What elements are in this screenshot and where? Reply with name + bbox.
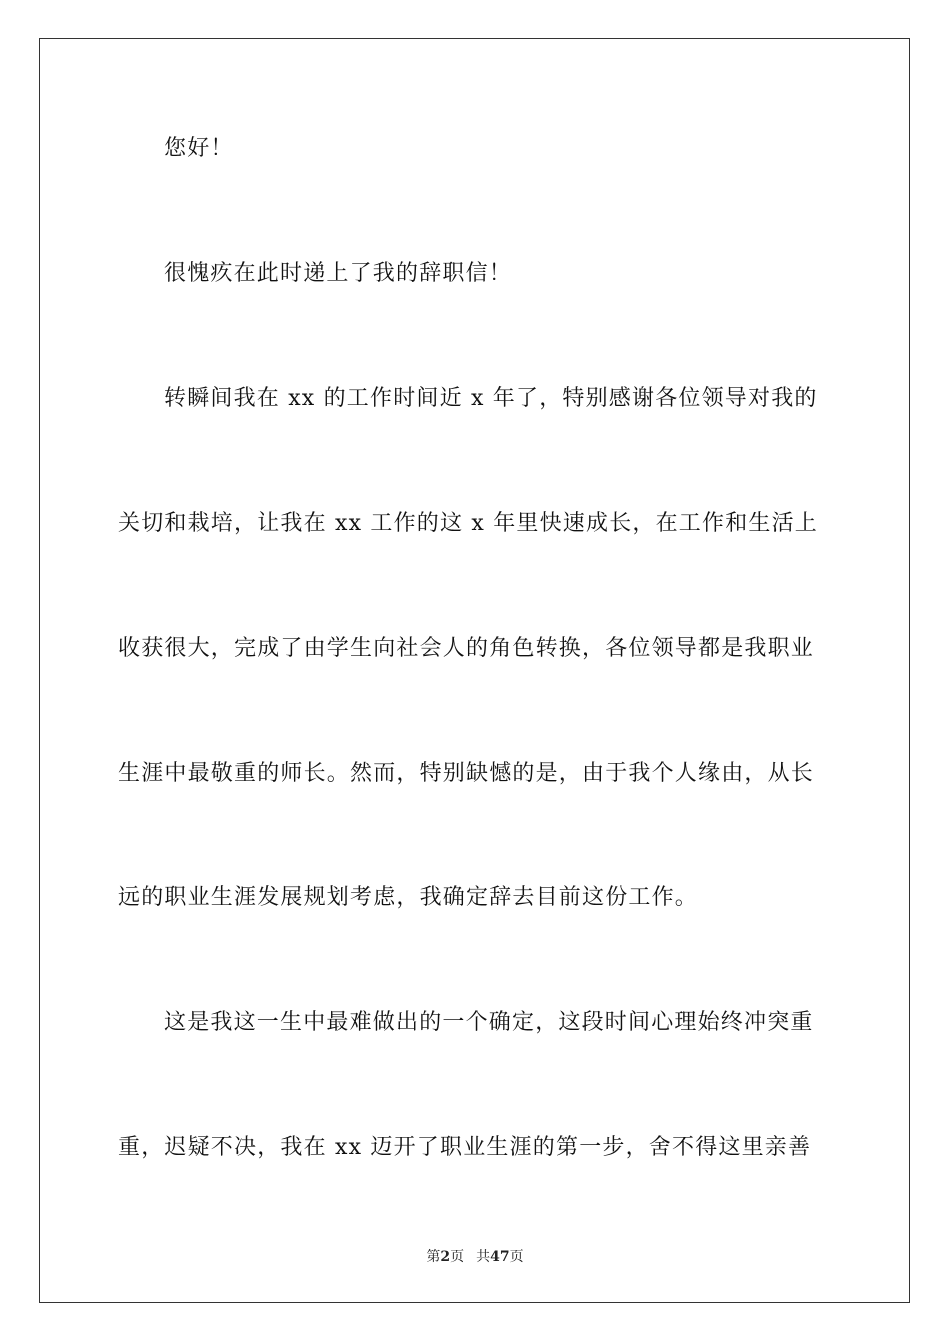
paragraph-line-6: 远的职业生涯发展规划考虑，我确定辞去目前这份工作。 (118, 885, 699, 910)
footer-total-pages: 47 (490, 1249, 510, 1265)
paragraph-line-8: 重，迟疑不决，我在 xx 迈开了职业生涯的第一步，舍不得这里亲善 (118, 1135, 812, 1160)
paragraph-line-4: 收获很大，完成了由学生向社会人的角色转换，各位领导都是我职业 (118, 636, 815, 661)
footer-page-number: 2 (440, 1249, 451, 1265)
footer-page-prefix: 第 (426, 1249, 441, 1265)
paragraph-line-7: 这是我这一生中最难做出的一个确定，这段时间心理始终冲突重 (164, 1010, 814, 1035)
paragraph-line-2 (164, 384, 834, 414)
greeting-line: 您好！ (164, 136, 234, 161)
footer-total-prefix: 共 (476, 1249, 491, 1265)
paragraph-line-1: 很愧疚在此时递上了我的辞职信！ (164, 261, 513, 286)
paragraph-line-2-text: 转瞬间我在 xx 的工作时间近 x 年了，特别感谢各位领导对我的 (164, 386, 818, 411)
page-border (39, 38, 910, 1303)
paragraph-line-3: 关切和栽培，让我在 xx 工作的这 x 年里快速成长，在工作和生活上 (118, 511, 818, 536)
footer-total-suffix: 页 (509, 1249, 524, 1265)
footer-page-suffix: 页 (450, 1249, 465, 1265)
page-footer (0, 1247, 950, 1267)
paragraph-line-5: 生涯中最敬重的师长。然而，特别缺憾的是，由于我个人缘由，从长 (118, 761, 815, 786)
